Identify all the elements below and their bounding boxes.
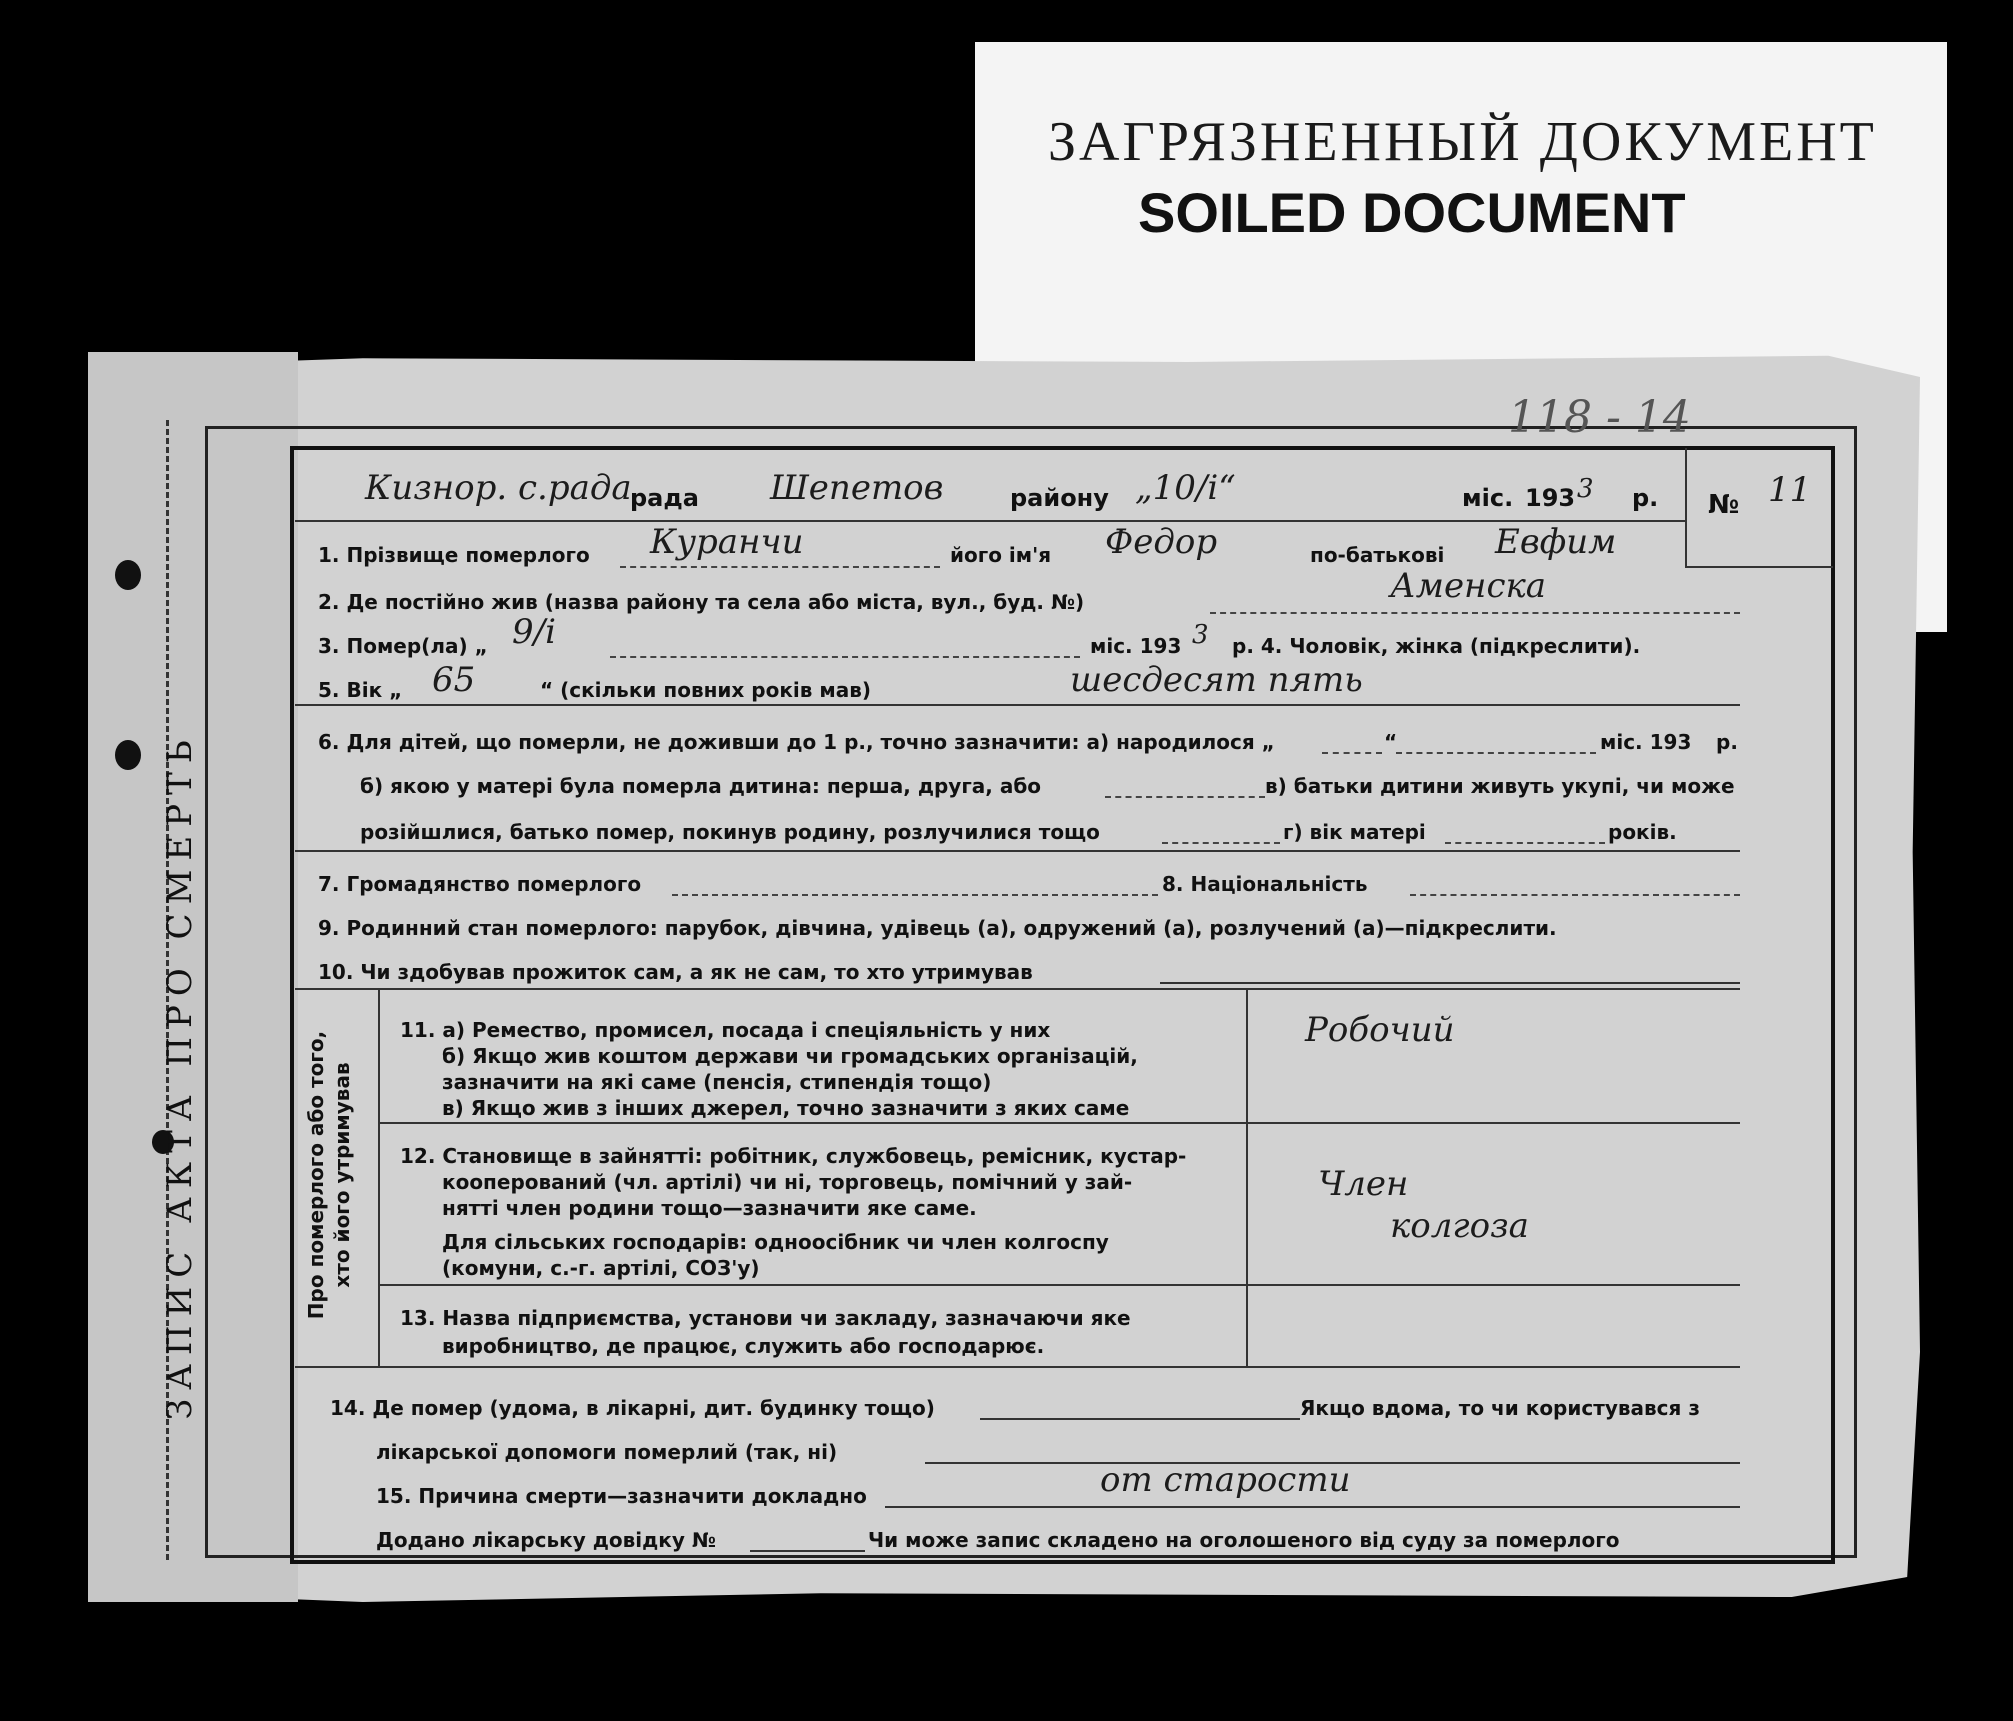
section-rule (295, 1366, 1740, 1368)
label-no: № (1708, 490, 1740, 520)
hw-residence: Аменска (1390, 566, 1547, 606)
field-14-label: 14. Де помер (удома, в лікарні, дит. будинку тощо) (330, 1396, 935, 1420)
label-r: р. (1632, 484, 1659, 512)
section-rule (378, 1284, 1740, 1286)
section-rule (295, 704, 1740, 706)
field-5-hint: “ (скільки повних років мав) (540, 678, 872, 702)
hw-death-year: 3 (1192, 620, 1209, 650)
field-14-medical: лікарської допомоги померлий (так, ні) (376, 1440, 838, 1464)
field-1-patronymic-label: по-батькові (1310, 543, 1445, 567)
label-russian: ЗАГРЯЗНЕННЫЙ ДОКУМЕНТ (1048, 111, 1877, 173)
label-year: 193 (1525, 484, 1576, 512)
field-6a-label: 6. Для дітей, що померли, не доживши до 1 р., точно зазначити: а) народилося „ (318, 730, 1275, 754)
punch-hole (115, 740, 141, 770)
number-box-rule (1685, 566, 1833, 568)
field-3-month-label: міс. 193 (1090, 634, 1182, 658)
field-15-label: 15. Причина смерти—зазначити докладно (376, 1484, 867, 1508)
field-12-line1: 12. Становище в зайнятті: робітник, службовець, ремісник, кустар- (400, 1144, 1187, 1168)
hw-age: 65 (432, 660, 476, 700)
field-6a-month: міс. 193 (1600, 730, 1692, 754)
dotted-line (1410, 894, 1740, 896)
field-4-label: р. 4. Чоловік, жінка (підкреслити). (1232, 634, 1641, 658)
section-rule (295, 988, 1740, 990)
hw-date: „10/і“ (1135, 468, 1236, 508)
header-rule (295, 520, 1685, 522)
field-1-surname-label: 1. Прізвище померлого (318, 543, 590, 567)
field-5-label: 5. Вік „ (318, 678, 403, 702)
dotted-line (1105, 796, 1265, 798)
label-rayonu: району (1010, 484, 1109, 512)
field-7-label: 7. Громадянство померлого (318, 872, 642, 896)
hw-number: 11 (1768, 470, 1812, 510)
field-11-line1: 11. а) Ремество, промисел, посада і спеціяльність у них (400, 1018, 1051, 1042)
hw-cause-of-death: от старости (1100, 1460, 1351, 1500)
dotted-line (980, 1418, 1300, 1420)
hw-status-2: колгоза (1390, 1206, 1529, 1246)
field-13-line1: 13. Назва підприємства, установи чи закладу, зазначаючи яке (400, 1306, 1131, 1330)
dotted-line (672, 894, 1158, 896)
label-english: SOILED DOCUMENT (1138, 181, 1686, 244)
dotted-line (1445, 842, 1605, 844)
block-divider-right (1246, 988, 1248, 1366)
field-10-label: 10. Чи здобував прожиток сам, а як не сам, то хто утримував (318, 960, 1033, 984)
field-6c-label: розійшлися, батько помер, покинув родину, розлучилися тощо (360, 820, 1100, 844)
number-box-divider (1685, 448, 1687, 566)
dotted-line (750, 1550, 865, 1552)
field-9-label: 9. Родинний стан померлого: парубок, дівчина, удівець (а), одружений (а), розлучений (а)—підкреслити. (318, 916, 1557, 940)
dotted-line (885, 1506, 1740, 1508)
field-12-line2: кооперований (чл. артілі) чи ні, торговець, помічний у зай- (442, 1170, 1133, 1194)
field-6a-r: р. (1716, 730, 1738, 754)
dotted-line (1162, 842, 1280, 844)
hw-patronymic: Евфим (1495, 522, 1617, 562)
dotted-line (1396, 752, 1596, 754)
section-rule (378, 1122, 1740, 1124)
field-8-label: 8. Національність (1162, 872, 1368, 896)
dotted-line (610, 656, 1080, 658)
side-note: Про померлого або того, хто його утримував (304, 1030, 354, 1320)
hw-surname: Куранчи (650, 522, 804, 562)
field-14-home: Якщо вдома, то чи користувався з (1300, 1396, 1700, 1420)
field-2-label: 2. Де постійно жив (назва району та села або міста, вул., буд. №) (318, 590, 1085, 614)
hw-rada: Кизнор. с.рада (365, 468, 632, 508)
hw-occupation: Робочий (1305, 1010, 1455, 1050)
field-6b-label: б) якою у матері була померла дитина: перша, друга, або (360, 774, 1042, 798)
field-1-name-label: його ім'я (950, 543, 1052, 567)
field-6c-years: років. (1608, 820, 1677, 844)
field-12-line5: (комуни, с.-г. артілі, СОЗ'у) (442, 1256, 760, 1280)
hw-age-words: шесдесят пять (1070, 660, 1363, 700)
field-6a-quote: “ (1384, 730, 1398, 754)
field-16-court: Чи може запис складено на оголошеного від суду за померлого (868, 1528, 1620, 1552)
dotted-line (1210, 612, 1740, 614)
dotted-line (1160, 982, 1740, 984)
field-11-line3: зазначити на які саме (пенсія, стипендія тощо) (442, 1070, 992, 1094)
punch-hole (115, 560, 141, 590)
block-divider-left (378, 988, 380, 1366)
field-11-line2: б) Якщо жив коштом держави чи громадських організацій, (442, 1044, 1138, 1068)
field-11-line4: в) Якщо жив з інших джерел, точно зазначити з яких саме (442, 1096, 1130, 1120)
side-title: ЗАПИС АКТА ПРО СМЕРТЬ (160, 731, 200, 1420)
hw-death-date: 9/і (512, 612, 556, 652)
dotted-line (620, 566, 940, 568)
section-rule (295, 850, 1740, 852)
field-6b-parents: в) батьки дитини живуть укупі, чи може (1265, 774, 1735, 798)
field-13-line2: виробництво, де працює, служить або господарює. (442, 1334, 1045, 1358)
hw-name: Федор (1105, 522, 1218, 562)
field-3-label: 3. Помер(ла) „ (318, 634, 488, 658)
field-12-line4: Для сільських господарів: одноосібник чи член колгоспу (442, 1230, 1109, 1254)
hw-rayon: Шепетов (770, 468, 944, 508)
hw-status-1: Член (1318, 1164, 1409, 1204)
field-16-label: Додано лікарську довідку № (376, 1528, 716, 1552)
archive-number: 118 - 14 (1508, 392, 1691, 443)
hw-year-digit: 3 (1577, 474, 1594, 504)
field-6c-mother-age: г) вік матері (1283, 820, 1426, 844)
label-mis: міс. (1462, 484, 1514, 512)
label-rada: рада (630, 484, 699, 512)
dotted-line (1322, 752, 1382, 754)
field-12-line3: нятті член родини тощо—зазначити яке саме. (442, 1196, 977, 1220)
